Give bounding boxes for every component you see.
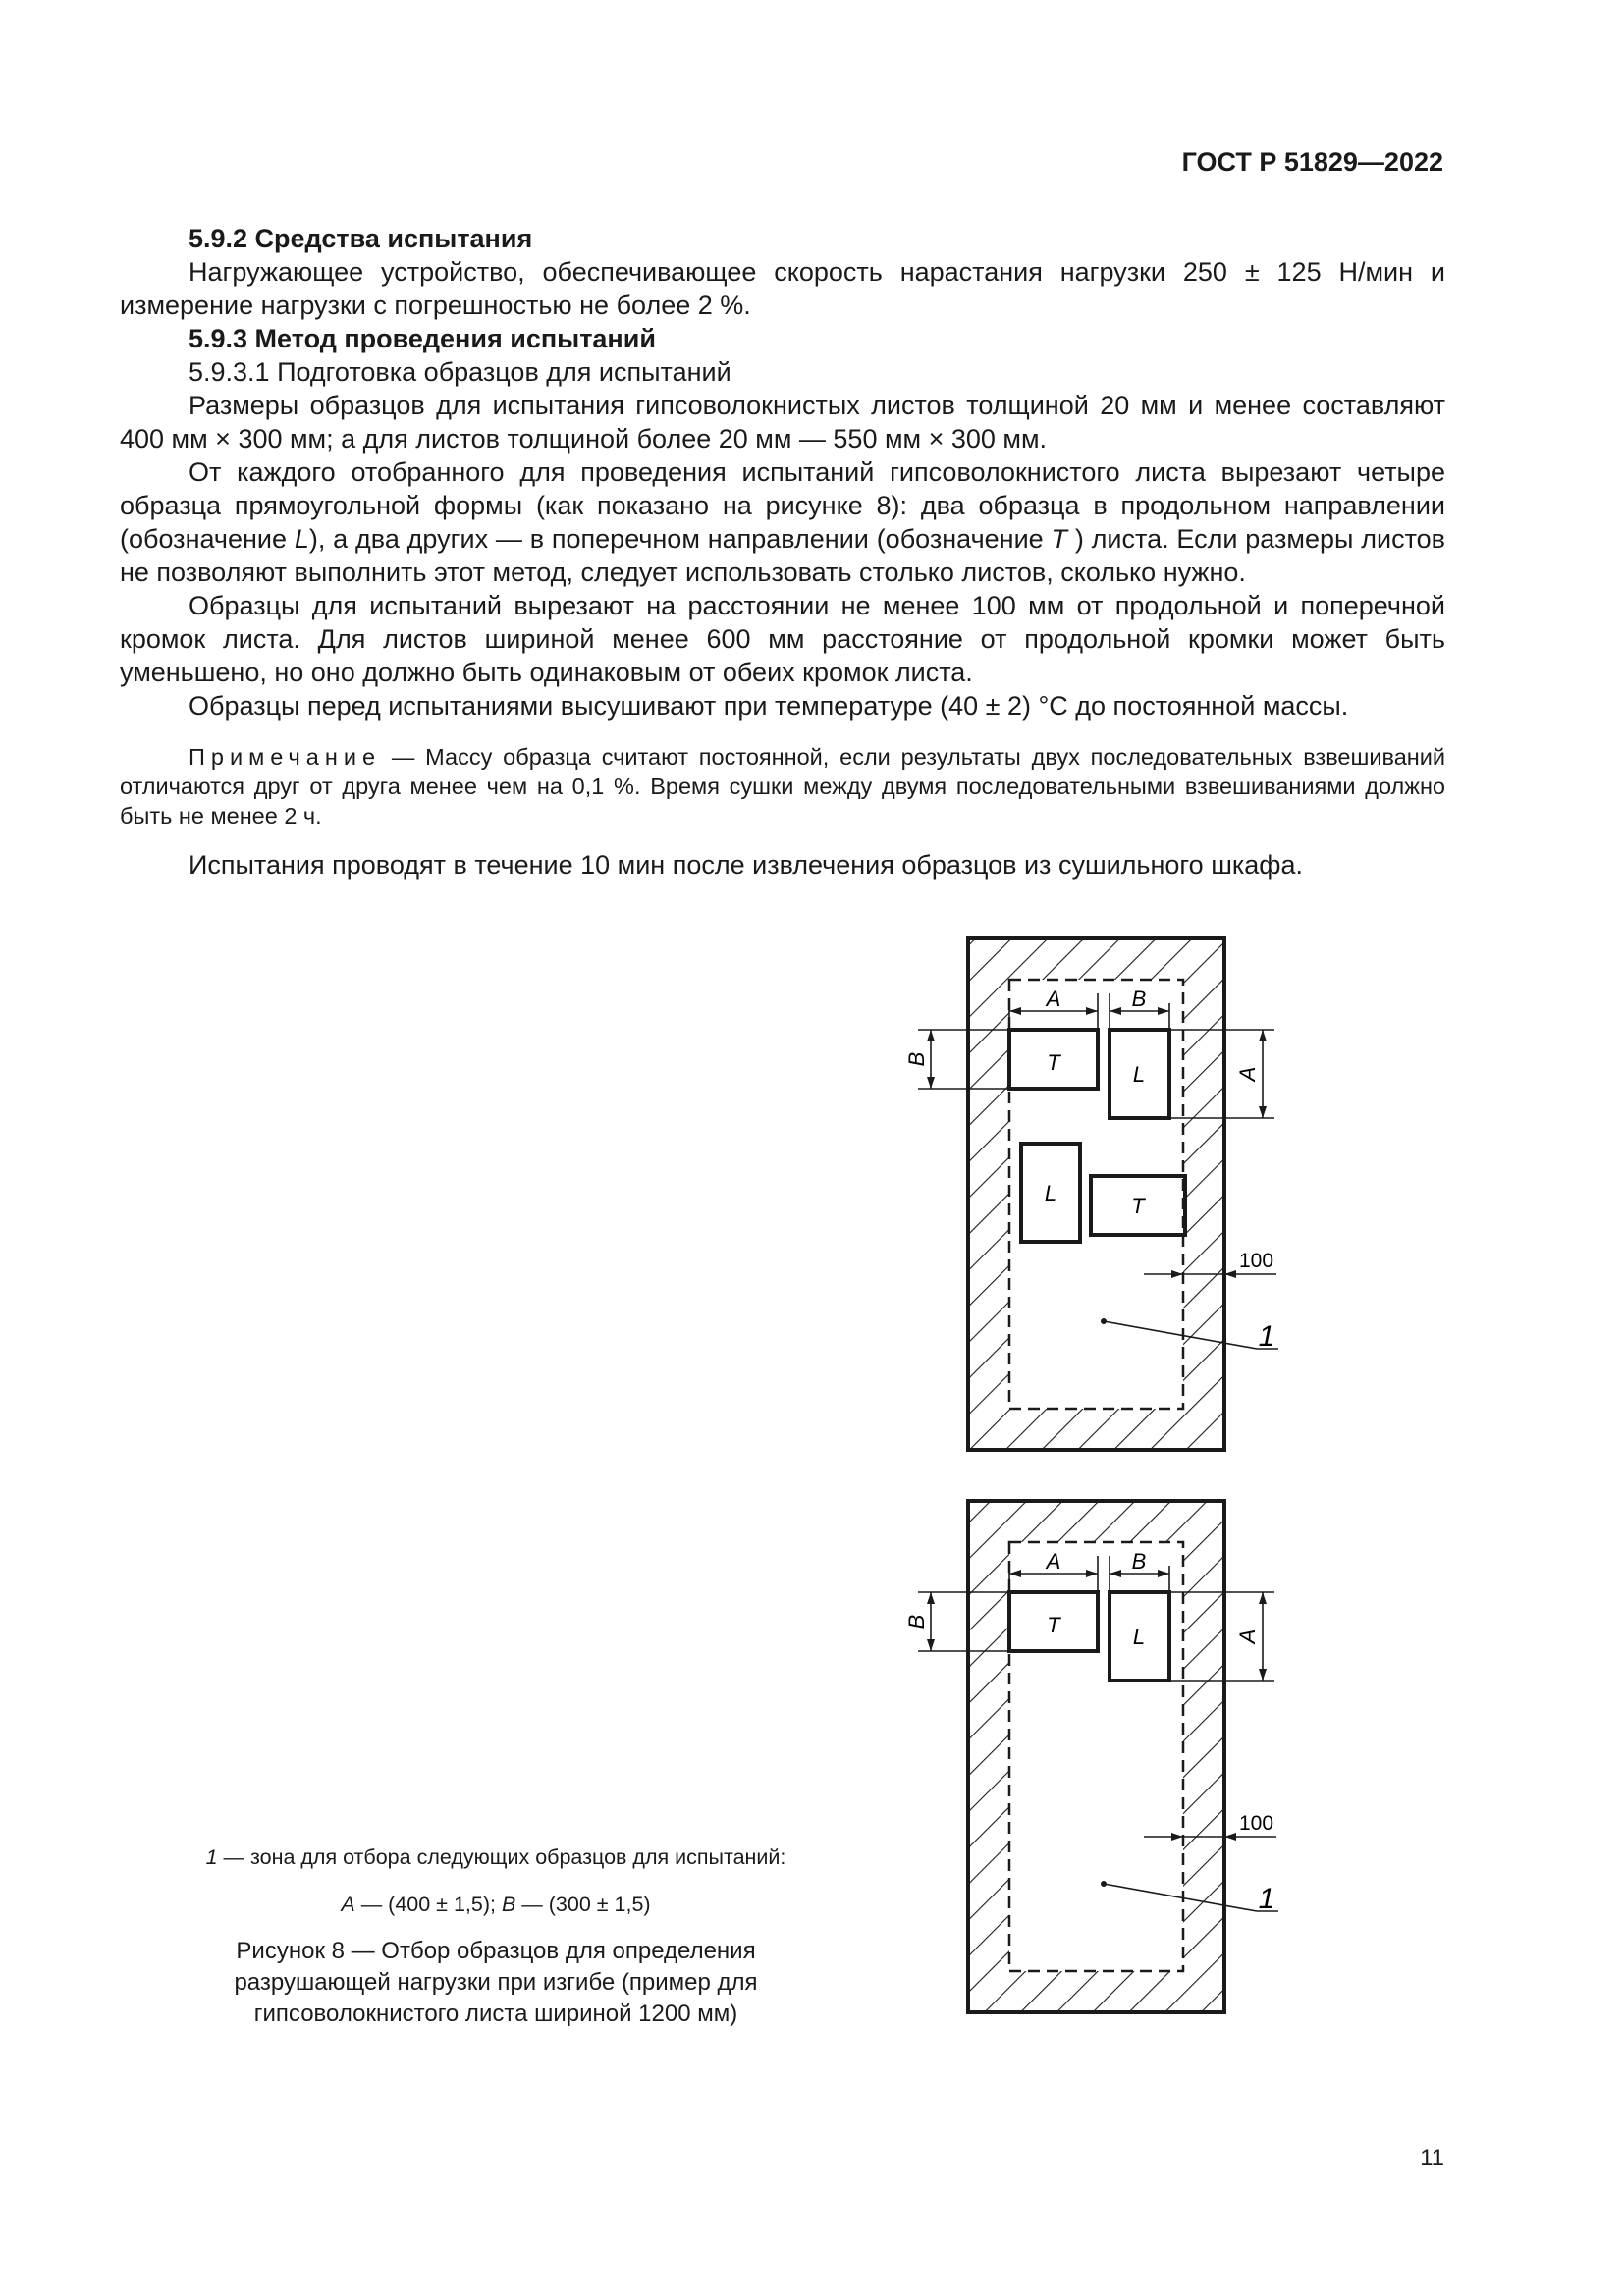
dimension-label-A: A xyxy=(1046,987,1061,1011)
specimen-label-T: T xyxy=(1131,1194,1145,1218)
formula-B: B xyxy=(501,1893,516,1916)
specimen-label-L: L xyxy=(1132,1625,1146,1649)
paragraph-samples-part1: От каждого отобранного для проведения испытаний гипсоволокнистого листа вырезают четыре образца прямоугольной формы (как показано на рисунке 8): два образца в продольном направлении (обозначение xyxy=(120,457,1445,554)
specimen-label-T: T xyxy=(1047,1050,1060,1075)
legend-text: — зона для отбора следующих образцов для испытаний: xyxy=(217,1845,786,1869)
paragraph-samples-part2: ), а два других — в поперечном направлении (обозначение xyxy=(308,524,1052,554)
legend-formula xyxy=(182,1891,810,1918)
section-593-title: 5.9.3 Метод проведения испытаний xyxy=(189,324,656,353)
figure-legend xyxy=(182,1843,810,1871)
page-number: 11 xyxy=(1420,2145,1444,2171)
specimen-label-L: L xyxy=(1132,1062,1146,1087)
hatched-border xyxy=(968,1501,1224,2012)
specimen-label-L: L xyxy=(1044,1181,1057,1205)
formula-A-value: — (400 ± 1,5); xyxy=(354,1893,502,1916)
note-label: Примечание xyxy=(189,744,382,770)
specimen-label-T: T xyxy=(1047,1613,1060,1637)
paragraph-testing-time: Испытания проводят в течение 10 мин после извлечения образцов из сушильного шкафа. xyxy=(189,850,1304,880)
paragraph-distance: Образцы для испытаний вырезают на расстоянии не менее 100 мм от продольной и поперечной кромок листа. Для листов шириной менее 600 мм расстояние от продольной кромки может быть уменьшено, но оно должно быть одинаковым от обеих кромок листа. xyxy=(120,591,1445,687)
formula-B-value: — (300 ± 1,5) xyxy=(515,1893,651,1916)
dimension-label-B: B xyxy=(904,1051,929,1067)
paragraph-sizes: Размеры образцов для испытания гипсоволокнистых листов толщиной 20 мм и менее составляют 400 мм × 300 мм; а для листов толщиной более 20 мм — 550 мм × 300 мм. xyxy=(120,391,1445,454)
document-code: ГОСТ Р 51829—2022 xyxy=(1181,147,1443,177)
section-592-title: 5.9.2 Средства испытания xyxy=(189,224,533,253)
section-592-text: Нагружающее устройство, обеспечивающее скорость нарастания нагрузки 250 ± 125 Н/мин и измерение нагрузки с погрешностью не более 2 %. xyxy=(120,257,1445,320)
dimension-label-A: A xyxy=(1046,1549,1061,1574)
dimension-label-B: B xyxy=(904,1614,929,1629)
designation-T: T xyxy=(1051,524,1068,554)
legend-number: 1 xyxy=(205,1845,218,1869)
zone-label-1: 1 xyxy=(1258,1320,1275,1353)
dimension-label-B: B xyxy=(1131,1549,1147,1574)
note-text: — Массу образца считают постоянной, если результаты двух последовательных взвешиваний отличаются друг от друга менее чем на 0,1 %. Время сушки между двумя последовательными взвешиваниями должно быть не менее 2 ч. xyxy=(120,744,1445,828)
dimension-label-100: 100 xyxy=(1239,1812,1274,1835)
dimension-label-100: 100 xyxy=(1239,1250,1274,1272)
designation-L: L xyxy=(294,524,309,554)
section-5931-title: 5.9.3.1 Подготовка образцов для испытаний xyxy=(189,357,731,387)
paragraph-samples-part3: ) листа. Если размеры листов не позволяют выполнить этот метод, следует использовать столько листов, сколько нужно. xyxy=(120,524,1445,587)
sheet-diagram-upper xyxy=(904,938,1278,1450)
dimension-label-A: A xyxy=(1235,1629,1260,1644)
zone-label-1: 1 xyxy=(1258,1883,1275,1915)
sheet-diagram-lower xyxy=(904,1501,1278,2012)
figure-title: Рисунок 8 — Отбор образцов для определения разрушающей нагрузки при изгибе (пример для гипсоволокнистого листа шириной 1200 мм) xyxy=(234,1938,758,2027)
dimension-label-B: B xyxy=(1131,987,1147,1011)
dimension-label-A: A xyxy=(1235,1066,1260,1082)
paragraph-drying: Образцы перед испытаниями высушивают при температуре (40 ± 2) °С до постоянной массы. xyxy=(189,691,1349,721)
figure-caption xyxy=(182,1843,810,2054)
formula-A: A xyxy=(341,1893,355,1916)
